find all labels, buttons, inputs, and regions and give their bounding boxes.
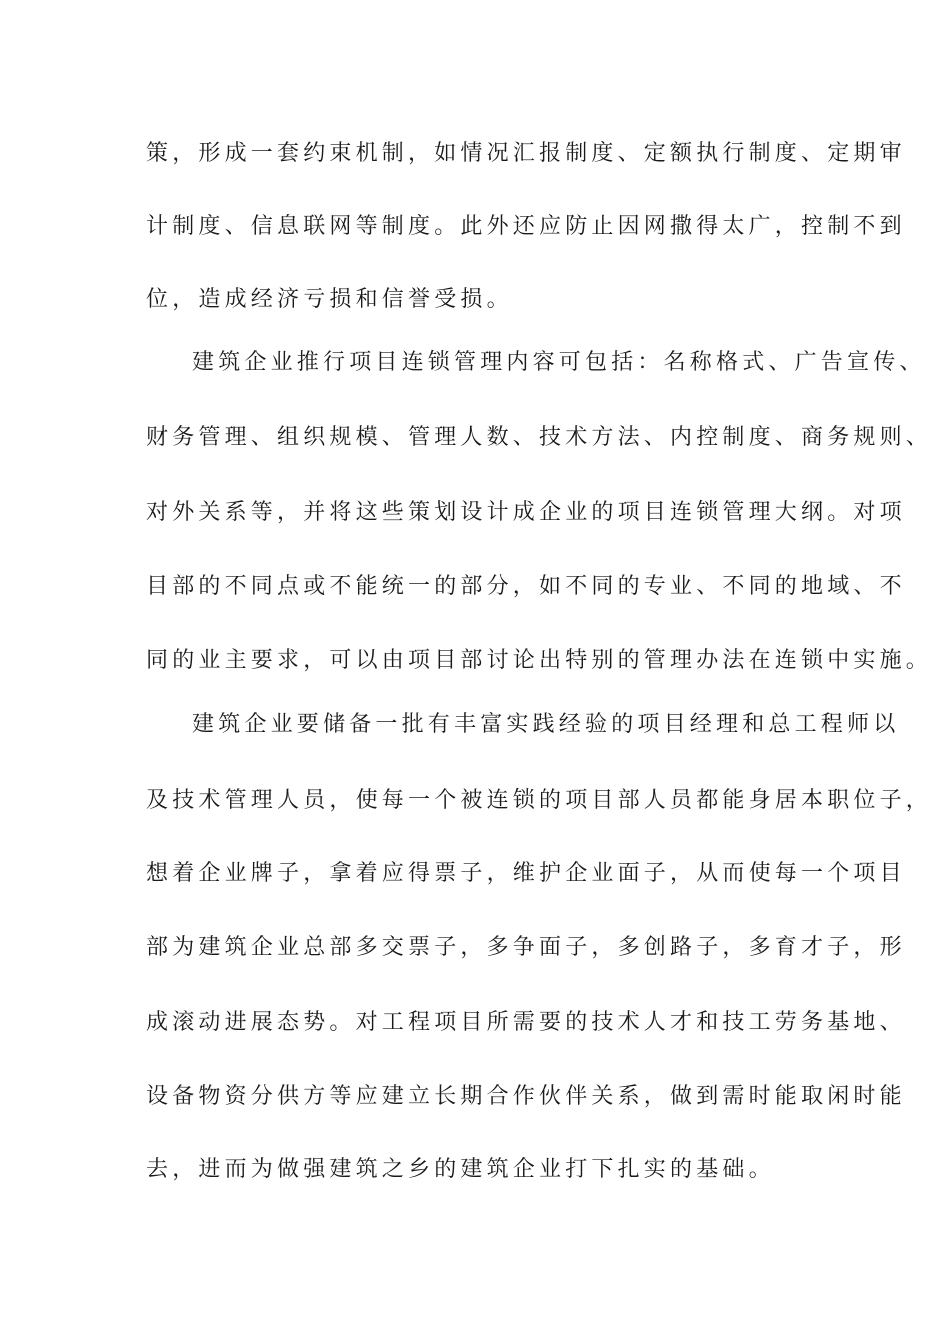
paragraph-first-line: 建筑企业推行项目连锁管理内容可包括：名称格式、广告宣传、 [192, 350, 926, 375]
text-line: 计制度、信息联网等制度。此外还应防止因网撒得太广，控制不到 [146, 214, 906, 239]
paragraph-first-line: 建筑企业要储备一批有丰富实践经验的项目经理和总工程师以 [192, 712, 900, 737]
text-line: 及技术管理人员，使每一个被连锁的项目部人员都能身居本职位子， [146, 788, 933, 813]
text-line: 位，造成经济亏损和信誉受损。 [146, 287, 513, 312]
text-line: 想着企业牌子，拿着应得票子，维护企业面子，从而使每一个项目 [146, 861, 906, 886]
text-line: 目部的不同点或不能统一的部分，如不同的专业、不同的地域、不 [146, 574, 906, 599]
text-line: 成滚动进展态势。对工程项目所需要的技术人才和技工劳务基地、 [146, 1010, 906, 1035]
text-line: 设备物资分供方等应建立长期合作伙伴关系，做到需时能取闲时能 [146, 1084, 906, 1109]
text-line: 对外关系等，并将这些策划设计成企业的项目连锁管理大纲。对项 [146, 500, 906, 525]
text-line: 财务管理、组织规模、管理人数、技术方法、内控制度、商务规则、 [146, 425, 933, 450]
text-line: 策，形成一套约束机制，如情况汇报制度、定额执行制度、定期审 [146, 141, 906, 166]
text-line: 去，进而为做强建筑之乡的建筑企业打下扎实的基础。 [146, 1157, 775, 1182]
text-line: 部为建筑企业总部多交票子，多争面子，多创路子，多育才子，形 [146, 935, 906, 960]
text-line: 同的业主要求，可以由项目部讨论出特别的管理办法在连锁中实施。 [146, 648, 933, 673]
